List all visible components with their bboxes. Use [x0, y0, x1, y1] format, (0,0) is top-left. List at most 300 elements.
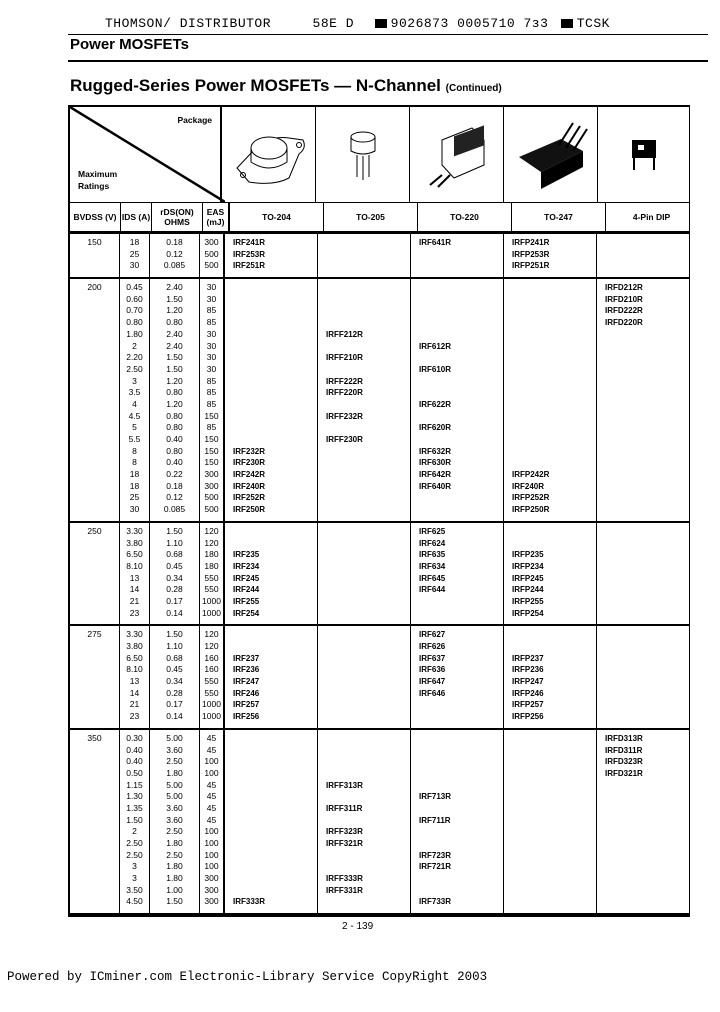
part-number: IRF641R: [419, 238, 452, 247]
ids-value: 4: [132, 398, 137, 409]
part-number: IRFP235: [512, 550, 544, 560]
part-number: IRFF311R: [326, 803, 363, 813]
part-number: IRFP242R: [512, 470, 550, 480]
eas-value: 300: [204, 469, 219, 480]
eas-value: 300: [204, 873, 219, 884]
ids-value: 13: [129, 676, 140, 687]
to247-parts-column: [504, 279, 597, 521]
rds-value: 0.17: [166, 595, 183, 606]
part-number: IRFP251R: [512, 261, 550, 271]
column-header-to247: TO-247: [512, 203, 606, 231]
to220-parts-column: [411, 626, 504, 728]
part-number: IRF640R: [419, 481, 452, 491]
rds-value: 1.20: [166, 375, 183, 386]
ids-value: 3: [132, 873, 137, 884]
part-number: IRFP237: [512, 653, 544, 663]
rds-value: 2.50: [166, 756, 183, 767]
eas-value: 120: [204, 629, 219, 640]
eas-value: 180: [204, 549, 219, 560]
ids-value: 0.70: [126, 305, 143, 316]
part-number: IRFP247: [512, 677, 544, 687]
to220-image: [410, 107, 504, 202]
column-header-to205: TO-205: [324, 203, 418, 231]
ids-value: 14: [129, 584, 140, 595]
part-number: IRF626: [419, 642, 446, 651]
eas-value: 160: [204, 664, 219, 675]
ids-value: 6.50: [126, 549, 143, 560]
part-number: IRF251R: [233, 261, 266, 271]
bvdss-column: [70, 523, 120, 625]
eas-value: 1000: [202, 595, 221, 606]
rds-value: 0.12: [166, 492, 183, 503]
eas-value: 1000: [202, 607, 221, 618]
rds-value: 1.00: [166, 884, 183, 895]
part-number: IRFD313R: [605, 733, 643, 743]
to204-image: [222, 107, 316, 202]
rds-column: [150, 730, 200, 913]
to247-parts-column: [504, 730, 597, 913]
ids-value: 4.5: [128, 410, 141, 421]
voltage-group: [70, 523, 689, 627]
rds-value: 5.00: [166, 791, 183, 802]
part-number: IRF637: [419, 653, 446, 663]
to205-image: [316, 107, 410, 202]
part-number: IRFP254: [512, 608, 544, 618]
ids-value: 8.10: [126, 560, 143, 571]
rds-column: [150, 523, 200, 625]
to205-parts-column: [318, 279, 411, 521]
part-number: IRFP245: [512, 573, 544, 583]
rds-value: 5.00: [166, 779, 183, 790]
rds-column: [150, 234, 200, 277]
ids-value: 5.5: [128, 434, 141, 444]
eas-value: 45: [206, 791, 217, 802]
part-number: IRF625: [419, 526, 446, 536]
ids-value: 2.50: [126, 849, 143, 860]
ids-value: 0.60: [126, 293, 143, 304]
rds-value: 0.68: [166, 652, 183, 663]
part-number: IRF241R: [233, 238, 266, 247]
eas-value: 550: [204, 676, 219, 687]
part-number: IRF230R: [233, 458, 266, 468]
part-number: IRFD220R: [605, 318, 643, 328]
rds-value: 0.68: [166, 549, 183, 560]
to220-parts-column: [411, 523, 504, 625]
to204-parts-column: [225, 523, 318, 625]
eas-value: 45: [206, 732, 217, 743]
rds-value: 2.50: [166, 826, 183, 837]
rds-value: 1.80: [166, 838, 183, 848]
ids-value: 3.5: [128, 387, 141, 398]
part-number: IRF721R: [419, 862, 452, 872]
part-number: IRF240R: [233, 481, 266, 491]
eas-value: 500: [204, 260, 219, 271]
part-number: IRF642R: [419, 470, 452, 480]
eas-value: 150: [204, 445, 219, 456]
to205-parts-column: [318, 626, 411, 728]
part-number: IRFF313R: [326, 780, 363, 790]
ids-value: 4.50: [126, 896, 143, 907]
part-number: IRF244: [233, 585, 260, 595]
bvdss-value: 200: [87, 282, 102, 293]
part-number: IRFP255: [512, 596, 544, 606]
to205-parts-column: [318, 523, 411, 625]
eas-value: 100: [204, 826, 219, 837]
rds-value: 1.10: [166, 641, 183, 651]
ids-value: 2: [132, 340, 137, 351]
column-header-rdson: rDS(ON) OHMS: [152, 203, 203, 231]
page-title: [70, 76, 502, 96]
column-header-eas: EAS (mJ): [203, 203, 230, 231]
bvdss-column: [70, 234, 120, 277]
rds-value: 1.80: [166, 767, 183, 778]
eas-value: 30: [206, 340, 217, 351]
rds-value: 0.80: [166, 422, 183, 433]
ids-value: 13: [129, 572, 140, 583]
bvdss-column: [70, 730, 120, 913]
part-number: IRF622R: [419, 399, 452, 409]
rds-value: 0.28: [166, 687, 183, 698]
rds-value: 0.28: [166, 584, 183, 595]
part-number: IRF257: [233, 700, 260, 710]
rds-value: 1.50: [166, 629, 183, 640]
eas-column: [200, 730, 225, 913]
to204-parts-column: [225, 279, 318, 521]
package-image-row: [70, 107, 689, 203]
eas-value: 300: [204, 480, 219, 491]
part-number: IRF246: [233, 688, 260, 698]
eas-value: 150: [204, 410, 219, 421]
eas-value: 550: [204, 687, 219, 698]
rds-value: 1.50: [166, 896, 183, 907]
eas-value: 100: [204, 849, 219, 860]
ids-column: [120, 730, 150, 913]
column-header-to204: TO-204: [230, 203, 324, 231]
part-number: IRF630R: [419, 458, 452, 468]
rds-value: 0.80: [166, 317, 183, 328]
to247-parts-column: [504, 523, 597, 625]
part-number: IRF245: [233, 573, 260, 583]
package-label: Package: [177, 115, 212, 125]
divider: [68, 34, 708, 35]
eas-column: [200, 234, 225, 277]
part-number: IRFD323R: [605, 757, 643, 767]
part-number: IRF634: [419, 561, 446, 571]
rds-value: 1.20: [166, 398, 183, 409]
part-number: IRFP236: [512, 665, 544, 675]
code-3: TCSK: [576, 16, 610, 31]
bvdss-value: 150: [87, 237, 102, 247]
part-number: IRF236: [233, 665, 260, 675]
part-number: IRFF220R: [326, 388, 363, 398]
part-number: IRF627: [419, 630, 446, 640]
part-number: IRF333R: [233, 897, 266, 907]
rds-value: 3.60: [166, 814, 183, 825]
ids-value: 0.80: [126, 317, 143, 328]
rds-value: 0.80: [166, 387, 183, 398]
distributor-label: THOMSON/ DISTRIBUTOR: [105, 16, 272, 31]
eas-value: 30: [206, 363, 217, 374]
eas-value: 550: [204, 584, 219, 595]
ids-value: 18: [129, 480, 140, 491]
dip-parts-column: [597, 626, 688, 728]
table-body: [70, 234, 689, 915]
dip4-image: [598, 107, 689, 202]
part-number: IRF232R: [233, 446, 266, 456]
part-number: IRF733R: [419, 897, 452, 907]
part-number: IRF624: [419, 538, 446, 548]
bvdss-column: [70, 626, 120, 728]
column-header-bvdss: BVDSS (V): [70, 203, 121, 231]
part-number: IRFF230R: [326, 435, 363, 444]
eas-value: 100: [204, 767, 219, 778]
to205-parts-column: [318, 730, 411, 913]
eas-value: 500: [204, 248, 219, 259]
part-number: IRFF232R: [326, 411, 363, 421]
eas-value: 150: [204, 434, 219, 444]
part-number: IRFP252R: [512, 493, 550, 503]
ids-column: [120, 234, 150, 277]
to204-parts-column: [225, 626, 318, 728]
rds-value: 0.80: [166, 445, 183, 456]
eas-value: 85: [206, 375, 217, 386]
eas-value: 30: [206, 293, 217, 304]
ids-value: 8.10: [126, 664, 143, 675]
eas-value: 300: [204, 237, 219, 247]
part-number: IRFF222R: [326, 376, 363, 386]
mosfet-table: [68, 105, 690, 917]
rds-value: 0.80: [166, 410, 183, 421]
part-number: IRFF333R: [326, 874, 363, 884]
column-header-to220: TO-220: [418, 203, 512, 231]
ids-value: 0.45: [126, 282, 143, 293]
eas-value: 500: [204, 492, 219, 503]
part-number: IRFF210R: [326, 353, 363, 363]
to247-parts-column: [504, 626, 597, 728]
rds-value: 1.50: [166, 363, 183, 374]
rds-value: 3.60: [166, 744, 183, 755]
part-number: IRFF331R: [326, 885, 363, 895]
voltage-group: [70, 730, 689, 915]
part-number: IRF647: [419, 677, 446, 687]
code-1: 58E D: [312, 16, 355, 31]
part-number: IRFF323R: [326, 827, 363, 837]
eas-value: 120: [204, 525, 219, 536]
ids-value: 18: [129, 469, 140, 480]
rds-value: 1.80: [166, 873, 183, 884]
part-number: IRF636: [419, 665, 446, 675]
eas-value: 85: [206, 387, 217, 398]
ids-value: 8: [132, 457, 137, 468]
ids-value: 3: [132, 861, 137, 872]
rds-value: 2.40: [166, 340, 183, 351]
ids-value: 21: [129, 595, 140, 606]
eas-value: 120: [204, 537, 219, 548]
part-number: IRF610R: [419, 364, 452, 374]
ids-value: 3.80: [126, 537, 143, 548]
part-number: IRFD212R: [605, 283, 643, 293]
bvdss-column: [70, 279, 120, 521]
part-number: IRFF212R: [326, 329, 363, 339]
ids-value: 0.40: [126, 744, 143, 755]
footer-credit: Powered by ICminer.com Electronic-Library Service CopyRight 2003: [7, 970, 488, 984]
part-number: IRF711R: [419, 815, 451, 825]
eas-value: 160: [204, 652, 219, 663]
part-number: IRFP253R: [512, 249, 550, 259]
ids-value: 23: [129, 711, 140, 722]
part-number: IRF256: [233, 712, 260, 722]
ids-value: 2: [132, 826, 137, 837]
rds-value: 0.22: [166, 469, 183, 480]
ids-value: 2.20: [126, 352, 143, 363]
to220-parts-column: [411, 730, 504, 913]
ids-value: 3.80: [126, 641, 143, 651]
eas-value: 120: [204, 641, 219, 651]
rds-value: 5.00: [166, 732, 183, 743]
to204-parts-column: [225, 730, 318, 913]
ids-value: 0.40: [126, 756, 143, 767]
page-number: 2 - 139: [342, 921, 374, 932]
rds-value: 1.10: [166, 537, 183, 548]
divider: [68, 60, 708, 62]
ids-value: 5: [132, 422, 137, 433]
column-header-row: [70, 203, 689, 234]
part-number: IRF237: [233, 653, 260, 663]
rds-column: [150, 626, 200, 728]
part-number: IRF252R: [233, 493, 266, 503]
rds-value: 1.80: [166, 861, 183, 872]
ids-column: [120, 523, 150, 625]
rds-value: 0.14: [166, 711, 183, 722]
rds-value: 0.18: [166, 237, 183, 247]
ids-value: 2.50: [126, 363, 143, 374]
part-number: IRFP246: [512, 688, 544, 698]
column-header-ids: IDS (A): [121, 203, 152, 231]
dip-parts-column: [597, 279, 688, 521]
voltage-group: [70, 279, 689, 523]
ratings-label: Maximum: [78, 169, 118, 179]
ids-column: [120, 626, 150, 728]
part-number: IRF644: [419, 585, 446, 595]
to247-parts-column: [504, 234, 597, 277]
part-number: IRFP257: [512, 700, 544, 710]
rds-value: 0.40: [166, 434, 183, 444]
rds-column: [150, 279, 200, 521]
part-number: IRFD210R: [605, 294, 643, 304]
ids-value: 30: [129, 260, 140, 271]
eas-value: 300: [204, 896, 219, 907]
to204-parts-column: [225, 234, 318, 277]
rds-value: 0.12: [166, 248, 183, 259]
ids-value: 3: [132, 375, 137, 386]
ids-value: 1.50: [126, 814, 143, 825]
part-number: IRFP250R: [512, 505, 550, 515]
eas-value: 1000: [202, 711, 221, 722]
ids-value: 1.30: [126, 791, 143, 802]
rds-value: 0.45: [166, 664, 183, 675]
ids-column: [120, 279, 150, 521]
part-number: IRFF321R: [326, 839, 363, 848]
dip-parts-column: [597, 234, 688, 277]
part-number: IRF253R: [233, 249, 266, 259]
eas-value: 45: [206, 814, 217, 825]
part-number: IRFD222R: [605, 306, 643, 316]
ids-value: 18: [129, 237, 140, 247]
rds-value: 0.085: [163, 260, 186, 271]
rds-value: 2.40: [166, 282, 183, 293]
to220-parts-column: [411, 234, 504, 277]
ids-value: 25: [129, 248, 140, 259]
rds-value: 0.085: [163, 504, 186, 515]
title-text: Rugged-Series Power MOSFETs — N-Channel: [70, 76, 441, 95]
part-number: IRF235: [233, 550, 260, 560]
ids-value: 6.50: [126, 652, 143, 663]
rds-value: 0.34: [166, 572, 183, 583]
code-2: 9026873 0005710 7з3: [390, 16, 549, 31]
dip-parts-column: [597, 730, 688, 913]
ids-value: 25: [129, 492, 140, 503]
rds-value: 0.40: [166, 457, 183, 468]
eas-value: 30: [206, 282, 217, 293]
part-number: IRFP241R: [512, 238, 550, 247]
part-number: IRFD311R: [605, 745, 643, 755]
to205-parts-column: [318, 234, 411, 277]
part-number: IRF254: [233, 608, 260, 618]
rds-value: 1.50: [166, 293, 183, 304]
part-number: IRFP234: [512, 561, 544, 571]
rds-value: 0.14: [166, 607, 183, 618]
eas-value: 500: [204, 504, 219, 515]
eas-column: [200, 523, 225, 625]
part-number: IRF620R: [419, 423, 452, 433]
bvdss-value: 350: [87, 732, 102, 743]
eas-value: 100: [204, 838, 219, 848]
eas-value: 550: [204, 572, 219, 583]
part-number: IRFD321R: [605, 768, 643, 778]
ids-value: 1.80: [126, 328, 143, 339]
title-suffix: (Continued): [445, 83, 502, 94]
eas-value: 100: [204, 756, 219, 767]
part-number: IRF255: [233, 596, 260, 606]
bvdss-value: 250: [87, 525, 102, 536]
ids-value: 8: [132, 445, 137, 456]
rds-value: 1.50: [166, 525, 183, 536]
ids-value: 1.15: [126, 779, 143, 790]
voltage-group: [70, 234, 689, 279]
part-number: IRF635: [419, 550, 446, 560]
rds-value: 0.45: [166, 560, 183, 571]
eas-value: 85: [206, 422, 217, 433]
rds-value: 1.20: [166, 305, 183, 316]
eas-value: 45: [206, 802, 217, 813]
eas-column: [200, 279, 225, 521]
ids-value: 1.35: [126, 802, 143, 813]
part-number: IRFP256: [512, 712, 544, 722]
eas-value: 85: [206, 398, 217, 409]
rds-value: 0.34: [166, 676, 183, 687]
bvdss-value: 275: [87, 629, 102, 640]
section-title: Power MOSFETs: [70, 36, 189, 53]
part-number: IRF242R: [233, 470, 266, 480]
to247-image: [504, 107, 598, 202]
eas-value: 300: [204, 884, 219, 895]
part-number: IRFP244: [512, 585, 544, 595]
eas-value: 45: [206, 744, 217, 755]
part-number: IRF612R: [419, 341, 452, 351]
rds-value: 1.50: [166, 352, 183, 363]
part-number: IRF713R: [419, 792, 452, 802]
part-number: IRF646: [419, 688, 446, 698]
